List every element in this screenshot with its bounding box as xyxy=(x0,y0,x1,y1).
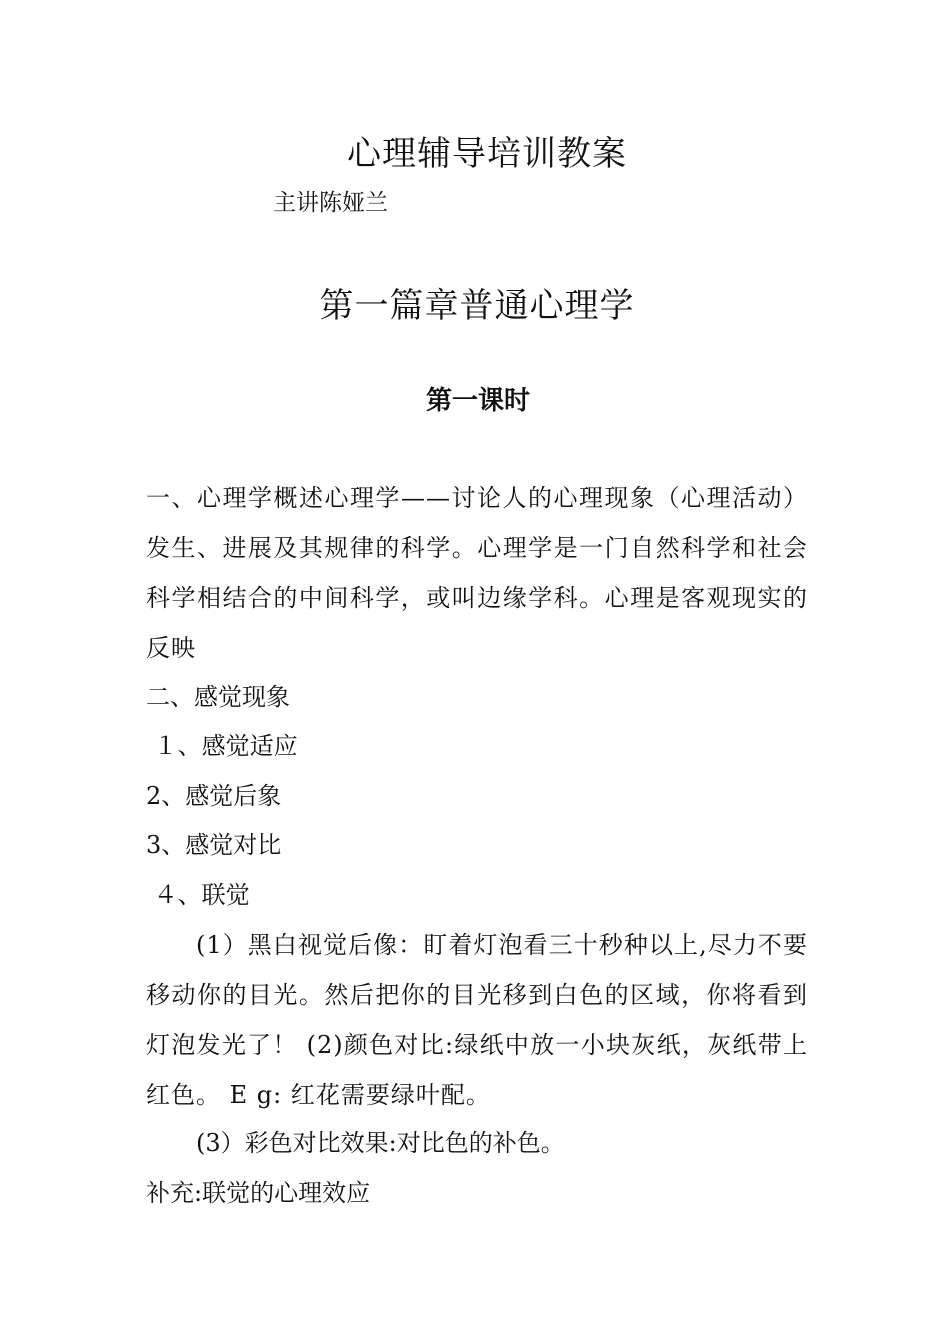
list-item-sensory-contrast: 3、感觉对比 xyxy=(146,831,282,859)
list-item-sensory-adaptation: １、感觉适应 xyxy=(146,732,298,760)
list-item-sensory-afterimage: 2、感觉后象 xyxy=(146,782,282,810)
document-title: 心理辅导培训教案 xyxy=(347,134,627,174)
list-item-synesthesia: ４、联觉 xyxy=(146,881,250,909)
paragraph-afterimage-examples: (1）黑白视觉后像：盯着灯泡看三十秒种以上,尽力不要移动你的目光。然后把你的目光移到白色的区域，你将看到灯泡发光了！ (2)颜色对比:绿纸中放一小块灰纸，灰纸带上红色。 E g: 红花需要绿叶配。 xyxy=(146,931,808,1109)
lecturer-name: 主讲陈娅兰 xyxy=(273,190,388,216)
section-sensation-heading: 二、感觉现象 xyxy=(146,683,290,711)
section-psychology-overview: 一、心理学概述心理学——讨论人的心理现象（心理活动）发生、进展及其规律的科学。心理学是一门自然科学和社会科学相结合的中间科学，或叫边缘学科。心理是客观现实的反映 xyxy=(146,484,808,662)
supplement-note: 补充:联觉的心理效应 xyxy=(146,1179,371,1207)
lesson-title: 第一课时 xyxy=(425,386,530,416)
paragraph-color-contrast: (3）彩色对比效果:对比色的补色。 xyxy=(196,1129,565,1157)
chapter-title: 第一篇章普通心理学 xyxy=(319,286,635,326)
